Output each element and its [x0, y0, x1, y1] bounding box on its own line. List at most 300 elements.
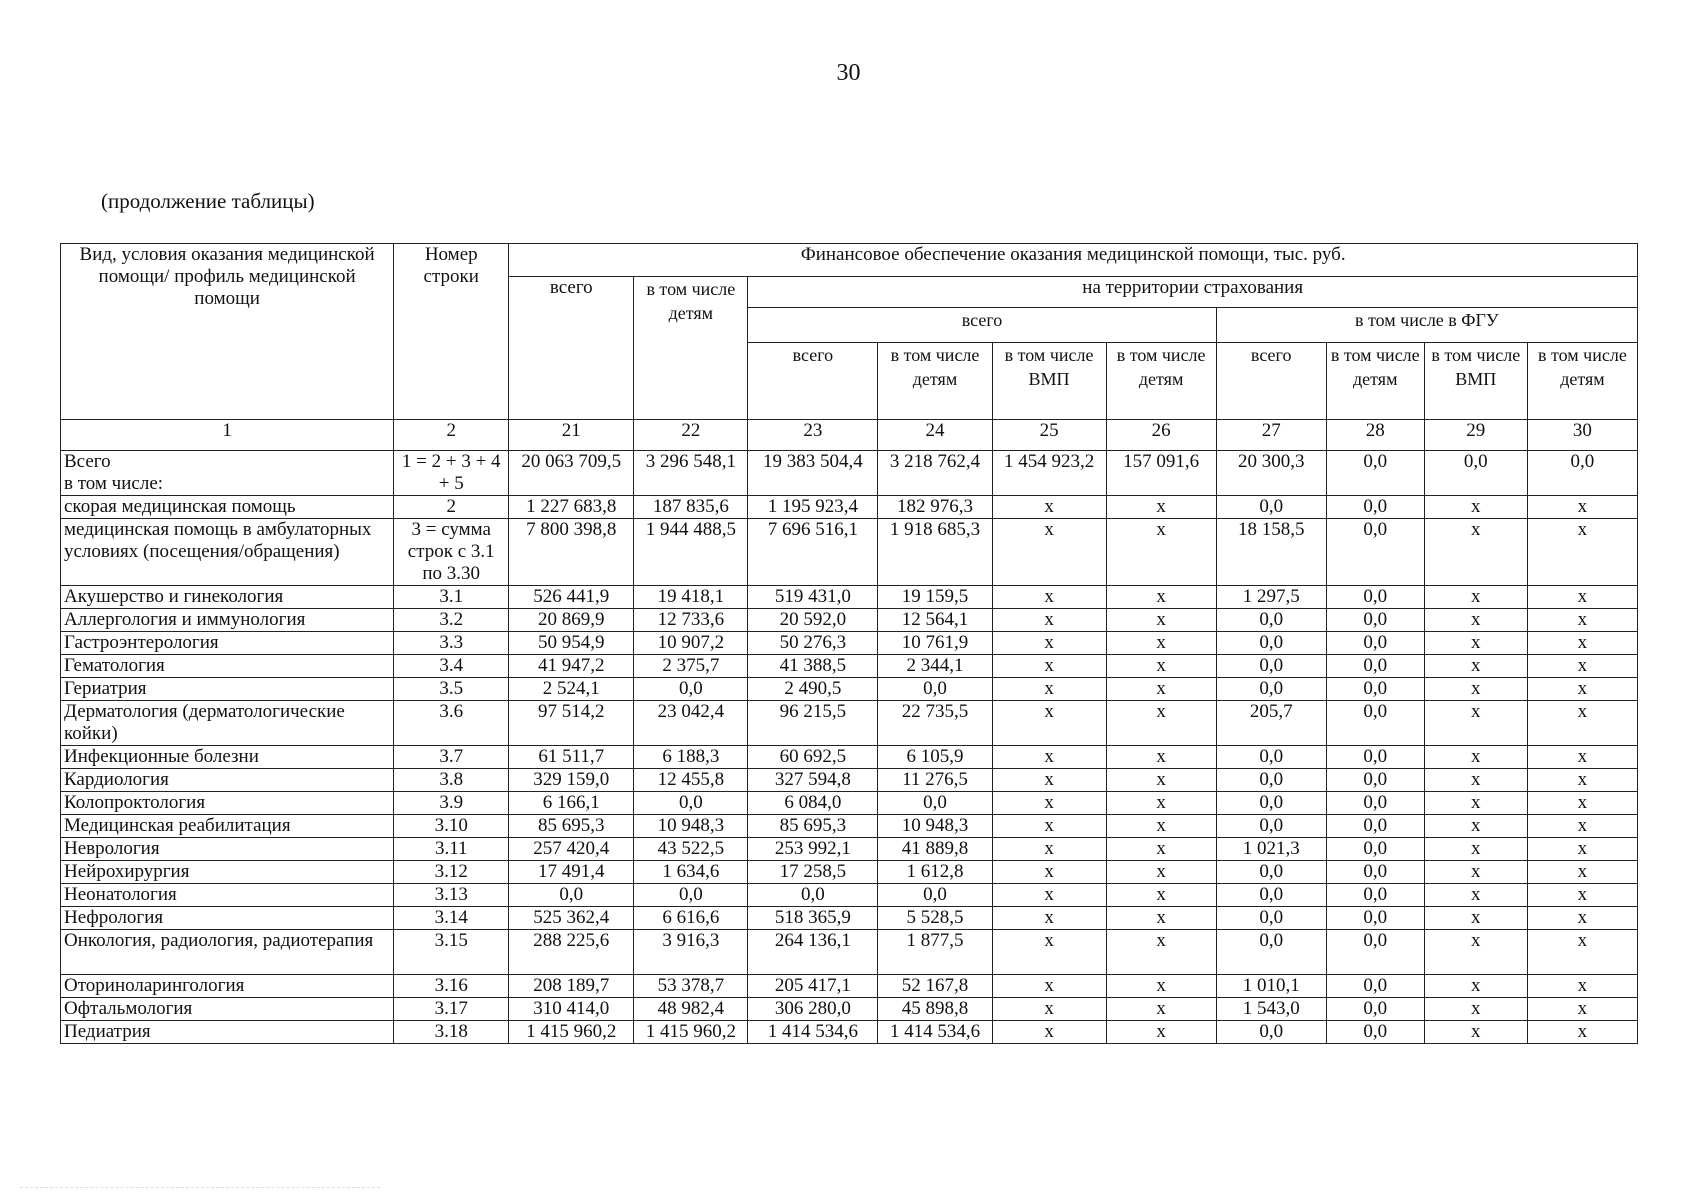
cell-value: 12 733,6: [634, 609, 748, 632]
cell-value: 1 415 960,2: [634, 1021, 748, 1044]
header-sub-children: в том числе детям: [878, 343, 992, 420]
cell-value: х: [1527, 655, 1637, 678]
cell-value: 0,0: [1216, 907, 1326, 930]
cell-value: х: [1527, 701, 1637, 746]
page-number: 30: [836, 60, 861, 86]
cell-value: х: [992, 1021, 1106, 1044]
cell-value: 1 297,5: [1216, 586, 1326, 609]
row-name: Кардиология: [61, 769, 394, 792]
row-number: 3.8: [394, 769, 509, 792]
cell-value: х: [1527, 930, 1637, 975]
table-row: [61, 998, 1638, 1021]
table-row: [61, 519, 1638, 586]
cell-value: 20 063 709,5: [509, 451, 634, 496]
financing-table: [60, 243, 1638, 1044]
cell-value: 1 543,0: [1216, 998, 1326, 1021]
cell-value: 0,0: [1216, 632, 1326, 655]
cell-value: 0,0: [1326, 975, 1424, 998]
cell-value: х: [1424, 746, 1527, 769]
cell-value: 0,0: [1216, 678, 1326, 701]
row-number: 3.11: [394, 838, 509, 861]
cell-value: 518 365,9: [748, 907, 878, 930]
cell-value: 0,0: [1326, 746, 1424, 769]
cell-value: х: [992, 907, 1106, 930]
row-name: Нефрология: [61, 907, 394, 930]
cell-value: х: [992, 586, 1106, 609]
cell-value: 2 375,7: [634, 655, 748, 678]
cell-value: 17 258,5: [748, 861, 878, 884]
cell-value: 525 362,4: [509, 907, 634, 930]
cell-value: 41 947,2: [509, 655, 634, 678]
table-row: [61, 769, 1638, 792]
cell-value: 0,0: [509, 884, 634, 907]
cell-value: х: [1424, 519, 1527, 586]
cell-value: 43 522,5: [634, 838, 748, 861]
cell-value: х: [1527, 632, 1637, 655]
cell-value: 526 441,9: [509, 586, 634, 609]
cell-value: х: [1527, 586, 1637, 609]
cell-value: 22 735,5: [878, 701, 992, 746]
cell-value: х: [1106, 678, 1216, 701]
cell-value: х: [992, 998, 1106, 1021]
cell-value: 0,0: [1326, 792, 1424, 815]
cell-value: 1 944 488,5: [634, 519, 748, 586]
cell-value: 288 225,6: [509, 930, 634, 975]
cell-value: 1 415 960,2: [509, 1021, 634, 1044]
cell-value: 0,0: [878, 884, 992, 907]
cell-value: х: [992, 632, 1106, 655]
table-row: [61, 746, 1638, 769]
cell-value: х: [1106, 861, 1216, 884]
cell-value: х: [1424, 815, 1527, 838]
cell-value: х: [1424, 907, 1527, 930]
cell-value: 0,0: [1326, 586, 1424, 609]
cell-value: 187 835,6: [634, 496, 748, 519]
cell-value: 1 918 685,3: [878, 519, 992, 586]
cell-value: х: [1106, 746, 1216, 769]
cell-value: 0,0: [1326, 451, 1424, 496]
cell-value: 182 976,3: [878, 496, 992, 519]
table-row: [61, 930, 1638, 975]
cell-value: 0,0: [1326, 678, 1424, 701]
cell-value: 41 889,8: [878, 838, 992, 861]
header-total: всего: [509, 277, 634, 420]
column-number: 29: [1424, 420, 1527, 451]
header-incl-children: в том числе детям: [634, 277, 748, 420]
cell-value: 208 189,7: [509, 975, 634, 998]
cell-value: х: [1106, 586, 1216, 609]
cell-value: 60 692,5: [748, 746, 878, 769]
row-number: 3.4: [394, 655, 509, 678]
cell-value: х: [1527, 975, 1637, 998]
cell-value: 1 414 534,6: [748, 1021, 878, 1044]
cell-value: 19 383 504,4: [748, 451, 878, 496]
cell-value: х: [1424, 975, 1527, 998]
header-insurance-total: всего: [748, 308, 1216, 343]
row-number: 3.9: [394, 792, 509, 815]
row-name: Онкология, радиология, радиотерапия: [61, 930, 394, 975]
cell-value: х: [1424, 884, 1527, 907]
row-number: 3.18: [394, 1021, 509, 1044]
cell-value: х: [1106, 496, 1216, 519]
cell-value: 0,0: [1326, 815, 1424, 838]
cell-value: х: [1424, 769, 1527, 792]
cell-value: х: [1424, 1021, 1527, 1044]
cell-value: 10 761,9: [878, 632, 992, 655]
row-name: Дерматология (дерматологические койки): [61, 701, 394, 746]
cell-value: 205,7: [1216, 701, 1326, 746]
table-row: [61, 792, 1638, 815]
column-number: 30: [1527, 420, 1637, 451]
row-number: 3.3: [394, 632, 509, 655]
cell-value: х: [1424, 632, 1527, 655]
cell-value: х: [1106, 769, 1216, 792]
cell-value: 85 695,3: [509, 815, 634, 838]
cell-value: х: [1527, 609, 1637, 632]
cell-value: х: [1424, 861, 1527, 884]
cell-value: 0,0: [1326, 884, 1424, 907]
column-number: 25: [992, 420, 1106, 451]
cell-value: 0,0: [1326, 861, 1424, 884]
cell-value: 96 215,5: [748, 701, 878, 746]
cell-value: 0,0: [1216, 815, 1326, 838]
header-incl-fgu: в том числе в ФГУ: [1216, 308, 1637, 343]
row-name: Инфекционные болезни: [61, 746, 394, 769]
cell-value: 0,0: [1216, 884, 1326, 907]
cell-value: 0,0: [1326, 907, 1424, 930]
cell-value: х: [1106, 519, 1216, 586]
table-body: [61, 451, 1638, 1044]
row-name: Неонатология: [61, 884, 394, 907]
cell-value: х: [992, 678, 1106, 701]
row-name: Оториноларингология: [61, 975, 394, 998]
cell-value: 0,0: [1326, 655, 1424, 678]
cell-value: х: [1424, 701, 1527, 746]
cell-value: 0,0: [1424, 451, 1527, 496]
cell-value: 41 388,5: [748, 655, 878, 678]
table-row: [61, 907, 1638, 930]
cell-value: х: [992, 655, 1106, 678]
cell-value: х: [1424, 496, 1527, 519]
cell-value: х: [1424, 678, 1527, 701]
table-row: [61, 586, 1638, 609]
header-rownum: Номер строки: [394, 244, 509, 420]
cell-value: 0,0: [1216, 496, 1326, 519]
cell-value: 0,0: [1326, 838, 1424, 861]
cell-value: 2 344,1: [878, 655, 992, 678]
cell-value: 6 105,9: [878, 746, 992, 769]
header-sub-vmp: в том числе ВМП: [992, 343, 1106, 420]
cell-value: 97 514,2: [509, 701, 634, 746]
cell-value: 264 136,1: [748, 930, 878, 975]
column-number: 1: [61, 420, 394, 451]
cell-value: х: [1106, 1021, 1216, 1044]
cell-value: х: [1527, 746, 1637, 769]
table-row: [61, 632, 1638, 655]
cell-value: 6 188,3: [634, 746, 748, 769]
cell-value: 0,0: [1326, 701, 1424, 746]
cell-value: 61 511,7: [509, 746, 634, 769]
cell-value: 306 280,0: [748, 998, 878, 1021]
cell-value: 0,0: [1216, 746, 1326, 769]
cell-value: 1 414 534,6: [878, 1021, 992, 1044]
cell-value: 253 992,1: [748, 838, 878, 861]
cell-value: 45 898,8: [878, 998, 992, 1021]
cell-value: 0,0: [878, 678, 992, 701]
row-number: 3.2: [394, 609, 509, 632]
table-row: [61, 655, 1638, 678]
cell-value: 0,0: [634, 884, 748, 907]
cell-value: 50 276,3: [748, 632, 878, 655]
cell-value: х: [1527, 496, 1637, 519]
cell-value: 310 414,0: [509, 998, 634, 1021]
cell-value: 1 634,6: [634, 861, 748, 884]
cell-value: 1 454 923,2: [992, 451, 1106, 496]
cell-value: х: [1106, 930, 1216, 975]
table-row: [61, 884, 1638, 907]
cell-value: 20 869,9: [509, 609, 634, 632]
cell-value: 0,0: [748, 884, 878, 907]
cell-value: х: [1527, 678, 1637, 701]
cell-value: 157 091,6: [1106, 451, 1216, 496]
cell-value: х: [992, 815, 1106, 838]
cell-value: 0,0: [634, 678, 748, 701]
cell-value: 0,0: [1216, 655, 1326, 678]
cell-value: 0,0: [1326, 769, 1424, 792]
column-number: 2: [394, 420, 509, 451]
row-name: Нейрохирургия: [61, 861, 394, 884]
cell-value: 18 158,5: [1216, 519, 1326, 586]
cell-value: х: [992, 975, 1106, 998]
cell-value: х: [992, 838, 1106, 861]
cell-value: 85 695,3: [748, 815, 878, 838]
cell-value: х: [992, 609, 1106, 632]
cell-value: 329 159,0: [509, 769, 634, 792]
cell-value: 3 296 548,1: [634, 451, 748, 496]
cell-value: 48 982,4: [634, 998, 748, 1021]
cell-value: 10 948,3: [634, 815, 748, 838]
row-number: 3.12: [394, 861, 509, 884]
column-number: 23: [748, 420, 878, 451]
row-name: Гериатрия: [61, 678, 394, 701]
cell-value: 3 916,3: [634, 930, 748, 975]
row-name: Офтальмология: [61, 998, 394, 1021]
cell-value: х: [1527, 998, 1637, 1021]
divider: [20, 1187, 380, 1189]
cell-value: 0,0: [1326, 1021, 1424, 1044]
row-number: 3.17: [394, 998, 509, 1021]
cell-value: х: [1106, 609, 1216, 632]
table-row: [61, 609, 1638, 632]
cell-value: 0,0: [1216, 1021, 1326, 1044]
row-number: 3.15: [394, 930, 509, 975]
cell-value: 0,0: [1326, 998, 1424, 1021]
header-fgu-total: всего: [1216, 343, 1326, 420]
cell-value: 2 490,5: [748, 678, 878, 701]
cell-value: 0,0: [1326, 632, 1424, 655]
cell-value: 205 417,1: [748, 975, 878, 998]
header-fgu-children: в том числе детям: [1326, 343, 1424, 420]
cell-value: 20 592,0: [748, 609, 878, 632]
cell-value: х: [992, 792, 1106, 815]
cell-value: х: [1106, 838, 1216, 861]
cell-value: 6 166,1: [509, 792, 634, 815]
row-number: 1 = 2 + 3 + 4 + 5: [394, 451, 509, 496]
table-row: [61, 838, 1638, 861]
cell-value: х: [1424, 930, 1527, 975]
cell-value: 6 084,0: [748, 792, 878, 815]
row-name: Неврология: [61, 838, 394, 861]
row-name: Медицинская реабилитация: [61, 815, 394, 838]
table-row: [61, 451, 1638, 496]
cell-value: 0,0: [1326, 609, 1424, 632]
row-number: 3.10: [394, 815, 509, 838]
cell-value: 5 528,5: [878, 907, 992, 930]
cell-value: 257 420,4: [509, 838, 634, 861]
column-number: 28: [1326, 420, 1424, 451]
row-name: Педиатрия: [61, 1021, 394, 1044]
cell-value: 53 378,7: [634, 975, 748, 998]
cell-value: х: [1424, 998, 1527, 1021]
cell-value: 519 431,0: [748, 586, 878, 609]
continuation-label: (продолжение таблицы): [101, 189, 315, 213]
cell-value: 19 418,1: [634, 586, 748, 609]
cell-value: 10 907,2: [634, 632, 748, 655]
header-fgu-vmp-children: в том числе детям: [1527, 343, 1637, 420]
cell-value: 0,0: [1216, 861, 1326, 884]
header-sub-total: всего: [748, 343, 878, 420]
cell-value: 50 954,9: [509, 632, 634, 655]
cell-value: х: [1106, 632, 1216, 655]
row-name: скорая медицинская помощь: [61, 496, 394, 519]
cell-value: 0,0: [1326, 496, 1424, 519]
cell-value: 12 455,8: [634, 769, 748, 792]
column-number: 21: [509, 420, 634, 451]
header-insurance-territory: на территории страхования: [748, 277, 1638, 308]
cell-value: 0,0: [1216, 930, 1326, 975]
header-fgu-vmp: в том числе ВМП: [1424, 343, 1527, 420]
table-row: [61, 861, 1638, 884]
column-numbers-row: [61, 420, 1638, 451]
cell-value: 1 021,3: [1216, 838, 1326, 861]
table-row: [61, 496, 1638, 519]
row-number: 3.1: [394, 586, 509, 609]
cell-value: х: [1106, 701, 1216, 746]
cell-value: 0,0: [1216, 609, 1326, 632]
cell-value: х: [992, 884, 1106, 907]
cell-value: 0,0: [1216, 769, 1326, 792]
cell-value: х: [1424, 838, 1527, 861]
cell-value: х: [992, 746, 1106, 769]
row-name: Аллергология и иммунология: [61, 609, 394, 632]
cell-value: х: [992, 519, 1106, 586]
column-number: 24: [878, 420, 992, 451]
cell-value: 7 696 516,1: [748, 519, 878, 586]
cell-value: х: [1527, 519, 1637, 586]
cell-value: 23 042,4: [634, 701, 748, 746]
table-row: [61, 678, 1638, 701]
cell-value: х: [1106, 998, 1216, 1021]
cell-value: х: [1527, 907, 1637, 930]
row-name: Колопроктология: [61, 792, 394, 815]
cell-value: 19 159,5: [878, 586, 992, 609]
cell-value: х: [1424, 609, 1527, 632]
cell-value: х: [1424, 586, 1527, 609]
cell-value: х: [1527, 792, 1637, 815]
header-sub-vmp-children: в том числе детям: [1106, 343, 1216, 420]
table-row: [61, 975, 1638, 998]
row-number: 3 = сумма строк с 3.1 по 3.30: [394, 519, 509, 586]
cell-value: х: [1527, 884, 1637, 907]
cell-value: х: [1106, 884, 1216, 907]
column-number: 22: [634, 420, 748, 451]
cell-value: 0,0: [634, 792, 748, 815]
row-number: 3.13: [394, 884, 509, 907]
cell-value: х: [1106, 655, 1216, 678]
cell-value: х: [1527, 861, 1637, 884]
cell-value: 0,0: [878, 792, 992, 815]
table-row: [61, 1021, 1638, 1044]
cell-value: х: [1106, 815, 1216, 838]
cell-value: х: [992, 861, 1106, 884]
row-number: 3.7: [394, 746, 509, 769]
cell-value: 0,0: [1326, 930, 1424, 975]
row-number: 3.16: [394, 975, 509, 998]
cell-value: х: [1527, 769, 1637, 792]
cell-value: 1 612,8: [878, 861, 992, 884]
cell-value: 20 300,3: [1216, 451, 1326, 496]
cell-value: 17 491,4: [509, 861, 634, 884]
header-financing: Финансовое обеспечение оказания медицинской помощи, тыс. руб.: [509, 244, 1638, 277]
cell-value: 1 010,1: [1216, 975, 1326, 998]
row-number: 3.6: [394, 701, 509, 746]
cell-value: х: [1527, 838, 1637, 861]
row-name: Всего в том числе:: [61, 451, 394, 496]
cell-value: 11 276,5: [878, 769, 992, 792]
row-number: 3.5: [394, 678, 509, 701]
cell-value: х: [992, 769, 1106, 792]
cell-value: х: [1106, 907, 1216, 930]
cell-value: 7 800 398,8: [509, 519, 634, 586]
cell-value: 52 167,8: [878, 975, 992, 998]
row-name: Акушерство и гинекология: [61, 586, 394, 609]
cell-value: 1 227 683,8: [509, 496, 634, 519]
cell-value: х: [992, 496, 1106, 519]
cell-value: 0,0: [1527, 451, 1637, 496]
cell-value: х: [1424, 655, 1527, 678]
table-row: [61, 815, 1638, 838]
cell-value: 0,0: [1326, 519, 1424, 586]
cell-value: 1 195 923,4: [748, 496, 878, 519]
column-number: 27: [1216, 420, 1326, 451]
cell-value: х: [992, 701, 1106, 746]
cell-value: 2 524,1: [509, 678, 634, 701]
table-row: [61, 701, 1638, 746]
row-number: 2: [394, 496, 509, 519]
row-name: Гастроэнтерология: [61, 632, 394, 655]
cell-value: 12 564,1: [878, 609, 992, 632]
cell-value: х: [1424, 792, 1527, 815]
cell-value: 3 218 762,4: [878, 451, 992, 496]
cell-value: х: [1106, 975, 1216, 998]
cell-value: 0,0: [1216, 792, 1326, 815]
row-name: Гематология: [61, 655, 394, 678]
column-number: 26: [1106, 420, 1216, 451]
cell-value: х: [1527, 815, 1637, 838]
cell-value: 327 594,8: [748, 769, 878, 792]
cell-value: х: [992, 930, 1106, 975]
header-type: Вид, условия оказания медицинской помощи/ профиль медицинской помощи: [61, 244, 394, 420]
